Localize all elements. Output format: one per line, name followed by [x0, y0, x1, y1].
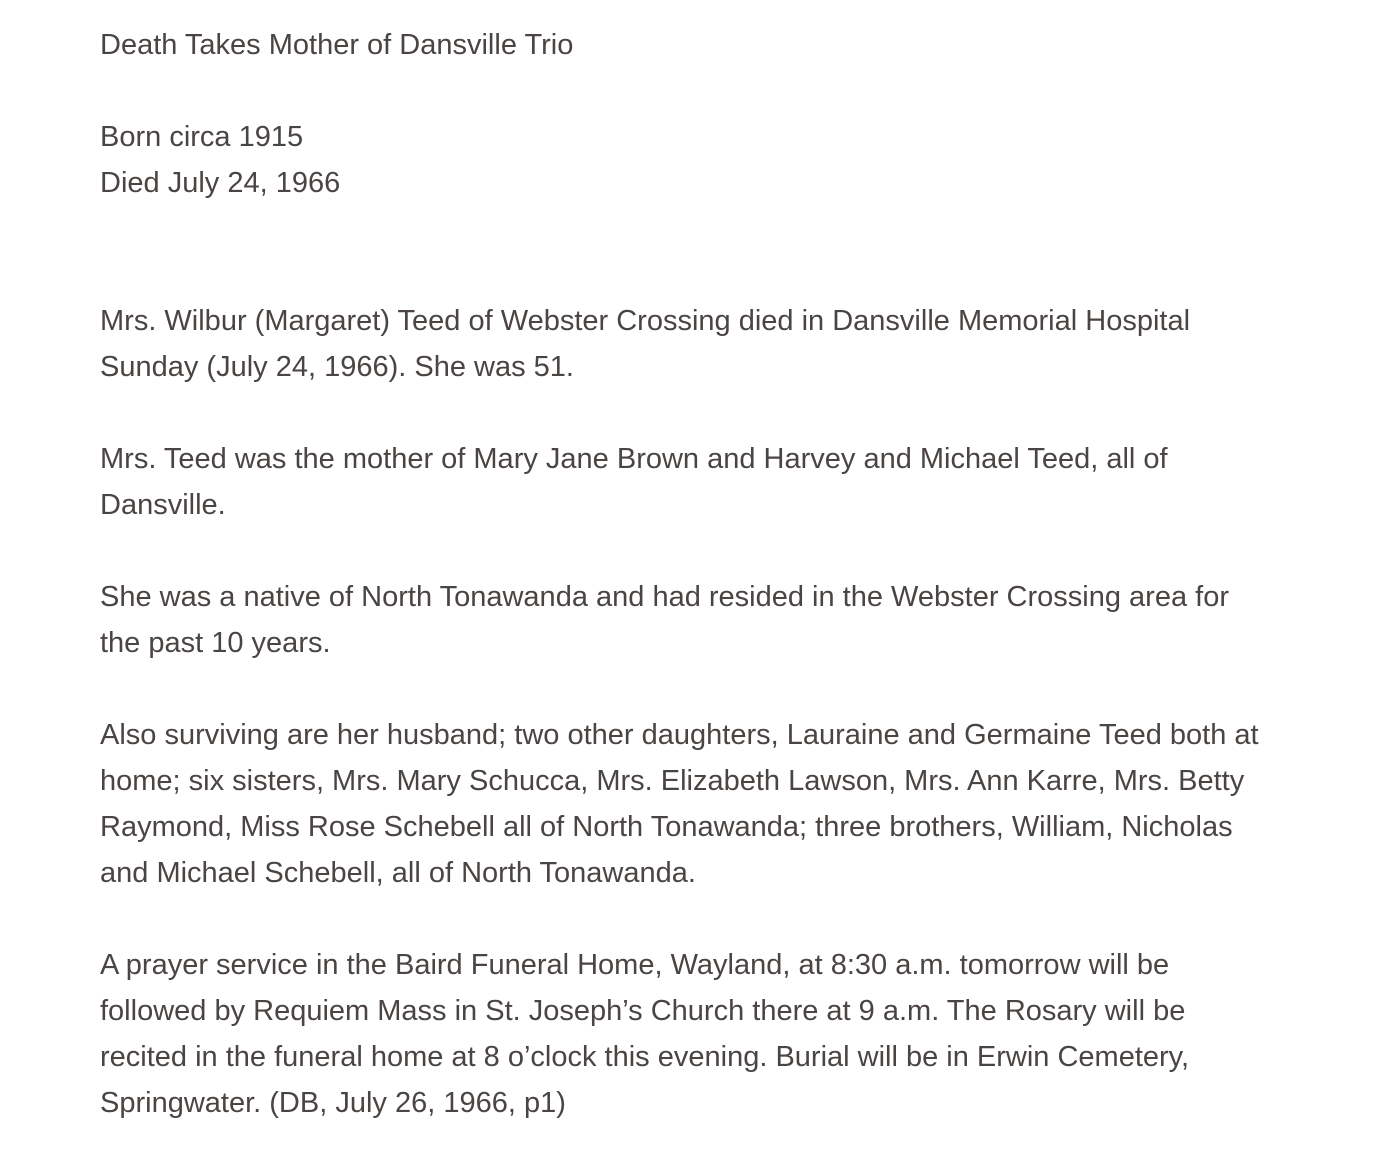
paragraph-line: home; six sisters, Mrs. Mary Schucca, Mrs. Elizabeth Lawson, Mrs. Ann Karre, Mrs. Betty	[100, 765, 1245, 797]
paragraph-death-notice	[100, 298, 1320, 390]
paragraph-line: recited in the funeral home at 8 o’clock this evening. Burial will be in Erwin Cemetery,	[100, 1041, 1190, 1073]
paragraph-children	[100, 436, 1320, 528]
obituary-content	[100, 22, 1320, 1172]
life-dates	[100, 114, 1320, 206]
paragraph-residence	[100, 574, 1320, 666]
paragraph-services	[100, 942, 1320, 1126]
paragraph-line: followed by Requiem Mass in St. Joseph’s Church there at 9 a.m. The Rosary will be	[100, 995, 1186, 1027]
paragraph-line: and Michael Schebell, all of North Tonawanda.	[100, 857, 696, 889]
paragraph-line: A prayer service in the Baird Funeral Home, Wayland, at 8:30 a.m. tomorrow will be	[100, 949, 1170, 981]
paragraph-line: the past 10 years.	[100, 627, 331, 659]
obituary-title: Death Takes Mother of Dansville Trio	[100, 29, 574, 61]
death-date: Died July 24, 1966	[100, 167, 341, 199]
paragraph-line: She was a native of North Tonawanda and had resided in the Webster Crossing area for	[100, 581, 1229, 613]
paragraph-line: Mrs. Wilbur (Margaret) Teed of Webster Crossing died in Dansville Memorial Hospital	[100, 305, 1191, 337]
paragraph-line: Also surviving are her husband; two other daughters, Lauraine and Germaine Teed both at	[100, 719, 1259, 751]
paragraph-line: Raymond, Miss Rose Schebell all of North Tonawanda; three brothers, William, Nicholas	[100, 811, 1233, 843]
paragraph-line: Springwater. (DB, July 26, 1966, p1)	[100, 1087, 566, 1119]
paragraph-line: Mrs. Teed was the mother of Mary Jane Brown and Harvey and Michael Teed, all of	[100, 443, 1168, 475]
paragraph-line: Dansville.	[100, 489, 226, 521]
paragraph-line: Sunday (July 24, 1966). She was 51.	[100, 351, 574, 383]
birth-date: Born circa 1915	[100, 121, 304, 153]
paragraph-survivors	[100, 712, 1320, 896]
